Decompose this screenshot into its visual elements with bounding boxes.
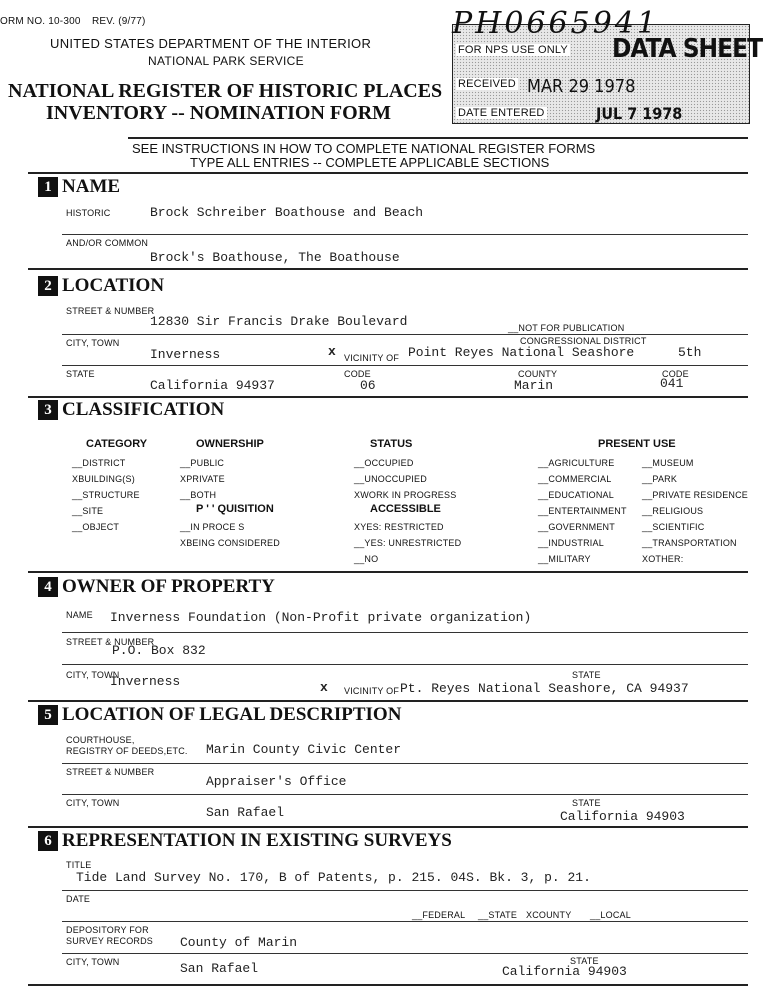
- survey-city-value: San Rafael: [180, 961, 259, 976]
- section-5-top-rule: [28, 700, 748, 702]
- survey-federal: __FEDERAL: [412, 910, 466, 920]
- category-site: __SITE: [72, 506, 104, 516]
- city-rule: [62, 365, 748, 366]
- survey-title-label: TITLE: [66, 860, 92, 870]
- not-for-publication-label: __NOT FOR PUBLICATION: [508, 323, 625, 333]
- use-military: __MILITARY: [538, 554, 591, 564]
- legal-state-label: STATE: [572, 798, 601, 808]
- vicinity-check-mark: x: [328, 344, 336, 359]
- accessible-yes-restricted: XYES: RESTRICTED: [354, 522, 444, 532]
- vicinity-value: Point Reyes National Seashore: [408, 345, 635, 360]
- common-name-value: Brock's Boathouse, The Boathouse: [150, 250, 400, 265]
- legal-state-value: California 94903: [560, 809, 685, 824]
- owner-vicinity-of-label: VICINITY OF: [344, 686, 400, 696]
- depository-rule: [62, 953, 748, 954]
- form-revision: REV. (9/77): [92, 16, 146, 27]
- county-label: COUNTY: [518, 369, 558, 379]
- instructions-line-2: TYPE ALL ENTRIES -- COMPLETE APPLICABLE SECTIONS: [190, 155, 550, 170]
- accessible-yes-unrestricted: __YES: UNRESTRICTED: [354, 538, 462, 548]
- department-name: UNITED STATES DEPARTMENT OF THE INTERIOR: [50, 36, 372, 51]
- legal-street-rule: [62, 794, 748, 795]
- use-agriculture: __AGRICULTURE: [538, 458, 615, 468]
- use-religious: __RELIGIOUS: [642, 506, 704, 516]
- vicinity-of-label: VICINITY OF: [344, 353, 400, 363]
- use-park: __PARK: [642, 474, 678, 484]
- historic-name-value: Brock Schreiber Boathouse and Beach: [150, 205, 424, 220]
- owner-name-label: NAME: [66, 610, 93, 620]
- form-bottom-rule: [28, 984, 748, 986]
- instructions-line-1: SEE INSTRUCTIONS IN HOW TO COMPLETE NATIONAL REGISTER FORMS: [132, 141, 596, 156]
- section-6-top-rule: [28, 826, 748, 828]
- date-entered-label: DATE ENTERED: [458, 107, 545, 119]
- owner-city-value: Inverness: [110, 674, 181, 689]
- section-3-number: 3: [38, 400, 58, 420]
- legal-city-value: San Rafael: [206, 805, 285, 820]
- section-6-title: REPRESENTATION IN EXISTING SURVEYS: [62, 830, 452, 851]
- courthouse-label-line-1: COURTHOUSE,: [66, 735, 135, 745]
- use-other: XOTHER:: [642, 554, 684, 564]
- form-number: ORM NO. 10-300: [0, 16, 81, 27]
- state-value: California 94937: [150, 378, 275, 393]
- common-name-label: AND/OR COMMON: [66, 238, 149, 248]
- section-2-top-rule: [28, 268, 748, 270]
- status-unoccupied: __UNOCCUPIED: [354, 474, 427, 484]
- category-district: __DISTRICT: [72, 458, 126, 468]
- section-2-number: 2: [38, 276, 58, 296]
- use-private-residence: __PRIVATE RESIDENCE: [642, 490, 748, 500]
- public-acquisition-heading: P ' ' QUISITION: [196, 503, 274, 515]
- ownership-private: XPRIVATE: [180, 474, 225, 484]
- section-5-number: 5: [38, 705, 58, 725]
- depository-label-line-2: SURVEY RECORDS: [66, 936, 153, 946]
- survey-state-value: California 94903: [502, 964, 627, 979]
- section-1-top-rule: [28, 172, 748, 174]
- depository-label-line-1: DEPOSITORY FOR: [66, 925, 149, 935]
- county-code-value: 041: [660, 376, 684, 391]
- present-use-heading: PRESENT USE: [598, 438, 676, 450]
- section-4-top-rule: [28, 571, 748, 573]
- section-3-top-rule: [28, 396, 748, 398]
- use-scientific: __SCIENTIFIC: [642, 522, 705, 532]
- historic-label: HISTORIC: [66, 208, 111, 218]
- courthouse-value: Marin County Civic Center: [206, 742, 402, 757]
- category-heading: CATEGORY: [86, 438, 148, 450]
- category-buildings: XBUILDING(S): [72, 474, 135, 484]
- state-code-label: CODE: [344, 369, 371, 379]
- courthouse-rule: [62, 763, 748, 764]
- owner-name-value: Inverness Foundation (Non-Profit private organization): [110, 610, 532, 625]
- street-rule: [62, 334, 748, 335]
- legal-city-label: CITY, TOWN: [66, 798, 120, 808]
- owner-vicinity-value: Pt. Reyes National Seashore, CA 94937: [400, 681, 689, 696]
- section-4-number: 4: [38, 577, 58, 597]
- survey-city-label: CITY, TOWN: [66, 957, 120, 967]
- city-town-label: CITY, TOWN: [66, 338, 120, 348]
- survey-state: __STATE: [478, 910, 518, 920]
- use-educational: __EDUCATIONAL: [538, 490, 614, 500]
- use-commercial: __COMMERCIAL: [538, 474, 612, 484]
- form-title-line-1: NATIONAL REGISTER OF HISTORIC PLACES: [8, 80, 443, 102]
- ownership-both: __BOTH: [180, 490, 217, 500]
- owner-street-value: P.O. Box 832: [112, 643, 206, 658]
- owner-city-label: CITY, TOWN: [66, 670, 120, 680]
- state-code-value: 06: [360, 378, 376, 393]
- handwritten-reference-number: PH0665941: [452, 6, 659, 41]
- use-entertainment: __ENTERTAINMENT: [538, 506, 627, 516]
- section-1-number: 1: [38, 177, 58, 197]
- survey-title-rule: [62, 890, 748, 891]
- survey-date-rule: [62, 921, 748, 922]
- form-title-line-2: INVENTORY -- NOMINATION FORM: [46, 102, 392, 124]
- accessible-no: __NO: [354, 554, 379, 564]
- survey-local: __LOCAL: [590, 910, 631, 920]
- nps-use-only-label: FOR NPS USE ONLY: [458, 44, 568, 56]
- owner-name-rule: [62, 632, 748, 633]
- county-value: Marin: [514, 378, 554, 393]
- use-museum: __MUSEUM: [642, 458, 694, 468]
- acquisition-in-process: __IN PROCE S: [180, 522, 245, 532]
- use-industrial: __INDUSTRIAL: [538, 538, 604, 548]
- owner-street-rule: [62, 664, 748, 665]
- status-heading: STATUS: [370, 438, 413, 450]
- section-5-title: LOCATION OF LEGAL DESCRIPTION: [62, 704, 402, 725]
- street-number-label: STREET & NUMBER: [66, 306, 155, 316]
- accessible-heading: ACCESSIBLE: [370, 503, 441, 515]
- owner-state-label: STATE: [572, 670, 601, 680]
- section-4-title: OWNER OF PROPERTY: [62, 576, 275, 597]
- section-1-title: NAME: [62, 176, 121, 197]
- data-sheet-stamp: DATA SHEET: [612, 34, 763, 64]
- date-entered-stamp: JUL 7 1978: [596, 104, 683, 123]
- survey-county: XCOUNTY: [526, 910, 572, 920]
- depository-value: County of Marin: [180, 935, 298, 950]
- header-rule: [128, 137, 748, 139]
- use-government: __GOVERNMENT: [538, 522, 615, 532]
- congressional-district-value: 5th: [678, 345, 702, 360]
- street-number-value: 12830 Sir Francis Drake Boulevard: [150, 314, 408, 329]
- status-work-in-progress: XWORK IN PROGRESS: [354, 490, 457, 500]
- county-code-label: CODE: [662, 369, 689, 379]
- legal-street-label: STREET & NUMBER: [66, 767, 155, 777]
- survey-date-label: DATE: [66, 894, 91, 904]
- category-structure: __STRUCTURE: [72, 490, 140, 500]
- legal-street-value: Appraiser's Office: [206, 774, 347, 789]
- acquisition-being-considered: XBEING CONSIDERED: [180, 538, 280, 548]
- owner-street-label: STREET & NUMBER: [66, 637, 155, 647]
- section-3-title: CLASSIFICATION: [62, 399, 225, 420]
- section-2-title: LOCATION: [62, 275, 165, 296]
- survey-state-label: STATE: [570, 956, 599, 966]
- survey-title-value: Tide Land Survey No. 170, B of Patents, p. 215. 04S. Bk. 3, p. 21.: [76, 870, 591, 885]
- use-transportation: __TRANSPORTATION: [642, 538, 737, 548]
- received-date-stamp: MAR 29 1978: [527, 76, 636, 97]
- state-label: STATE: [66, 369, 95, 379]
- status-occupied: __OCCUPIED: [354, 458, 414, 468]
- service-name: NATIONAL PARK SERVICE: [148, 54, 304, 68]
- owner-vicinity-check-mark: x: [320, 680, 328, 695]
- ownership-heading: OWNERSHIP: [196, 438, 264, 450]
- courthouse-label-line-2: REGISTRY OF DEEDS,ETC.: [66, 746, 188, 756]
- ownership-public: __PUBLIC: [180, 458, 225, 468]
- received-label: RECEIVED: [458, 78, 516, 90]
- section-6-number: 6: [38, 831, 58, 851]
- category-object: __OBJECT: [72, 522, 120, 532]
- historic-rule: [62, 234, 748, 235]
- city-town-value: Inverness: [150, 347, 221, 362]
- congressional-district-label: CONGRESSIONAL DISTRICT: [520, 336, 647, 346]
